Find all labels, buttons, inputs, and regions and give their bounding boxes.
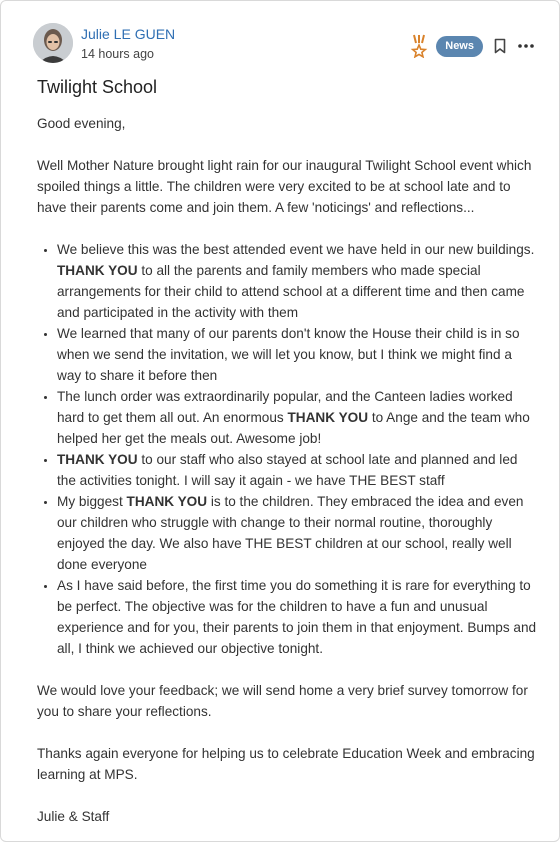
more-icon[interactable] (517, 36, 535, 56)
news-badge[interactable]: News (436, 36, 483, 57)
avatar[interactable] (33, 23, 73, 63)
list-item-bold: THANK YOU (126, 494, 208, 509)
list-item-text: My biggest (57, 494, 127, 509)
post-body (37, 113, 537, 848)
list-item (57, 449, 537, 491)
bookmark-icon[interactable] (491, 36, 509, 56)
list-item-text: to Ange and the team who helped her get the meals out. Awesome job! (57, 410, 530, 446)
greeting: Good evening, (37, 116, 126, 131)
author-name[interactable]: Julie LE GUEN (81, 26, 176, 42)
list-item-text: The lunch order was extraordinarily popular, and the Canteen ladies worked hard to get them all out. An enormous (57, 389, 513, 425)
list-item (57, 491, 537, 575)
list-item-text: We believe this was the best attended event we have held in our new buildings. (57, 242, 535, 257)
list-item (57, 323, 537, 386)
reflections-list (37, 239, 537, 659)
list-item-bold: THANK YOU (57, 263, 138, 278)
intro-paragraph: Well Mother Nature brought light rain for our inaugural Twilight School event which spoiled things a little. The children were very excited to be at school late and to have their parents come and join them. A few 'noticings' and reflections... (37, 158, 532, 215)
list-item-text: to all the parents and family members who made special arrangements for their child to attend school at a different time and then came and participated in the activity with them (57, 263, 525, 320)
post-header (33, 23, 535, 67)
post-time: 14 hours ago (81, 47, 154, 61)
list-item-text: We learned that many of our parents don't know the House their child is in so when we send the invitation, we will let you know, but I think we might find a way to share it before then (57, 326, 520, 383)
list-item-text: is to the children. They embraced the idea and even our children who struggle with change to their normal routine, thoroughly enjoyed the day. We also have THE BEST children at our school, really well done everyone (57, 494, 524, 572)
list-item-bold: THANK YOU (57, 452, 138, 467)
list-item (57, 386, 537, 449)
post-actions (410, 33, 535, 59)
signoff: Julie & Staff (37, 809, 110, 824)
list-item-text: As I have said before, the first time you do something it is rare for everything to be perfect. The objective was for the children to have a fun and unusual experience and for you, their parents to join them in that enjoyment. Bumps and all, I think we achieved our objective tonight. (57, 578, 537, 656)
list-item (57, 239, 537, 323)
list-item (57, 575, 537, 659)
medal-icon (410, 34, 428, 58)
thanks-paragraph: Thanks again everyone for helping us to celebrate Education Week and embracing learning at MPS. (37, 746, 535, 782)
list-item-bold: THANK YOU (287, 410, 369, 425)
list-item-text: to our staff who also stayed at school late and planned and led the activities tonight. I will say it again - we have THE BEST staff (57, 452, 518, 488)
post-title: Twilight School (37, 77, 158, 97)
feedback-paragraph: We would love your feedback; we will send home a very brief survey tomorrow for you to share your reflections. (37, 683, 528, 719)
